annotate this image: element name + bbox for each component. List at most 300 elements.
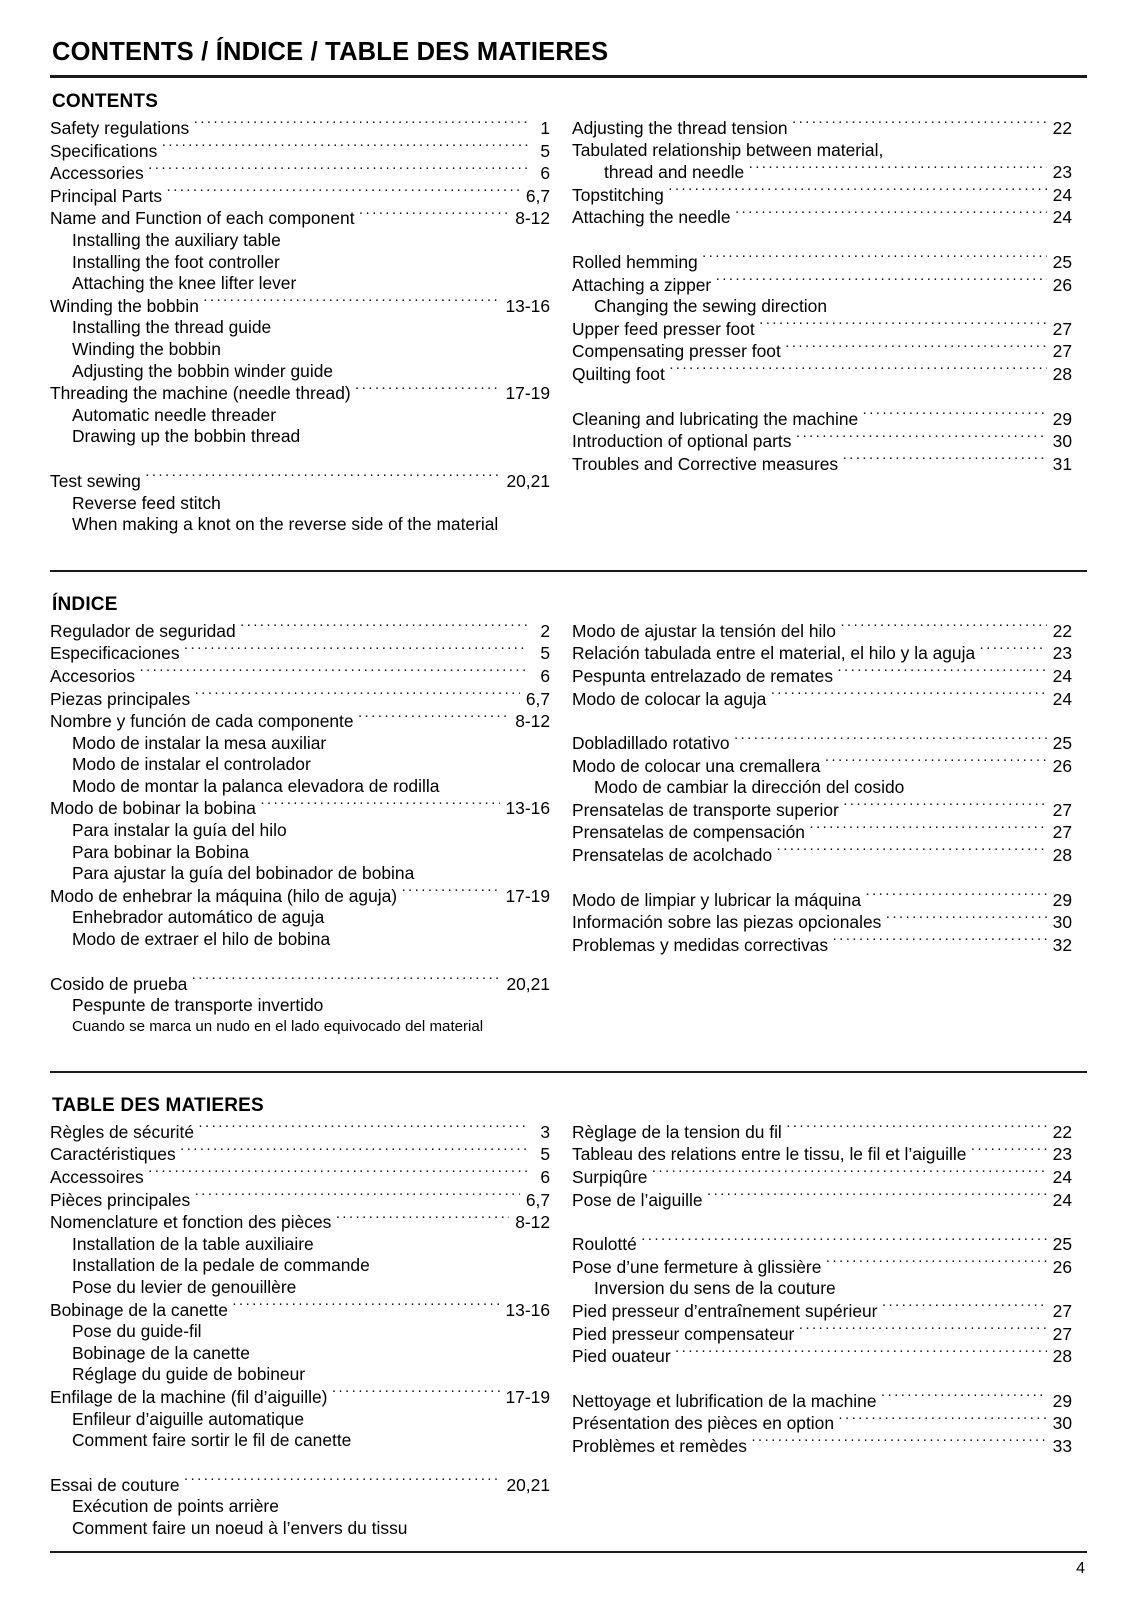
toc-entry[interactable] [50,382,550,405]
toc-entry-label: Attaching a zipper [572,274,712,295]
toc-entry[interactable] [572,665,1072,688]
toc-entry[interactable] [572,1189,1072,1212]
toc-entry[interactable] [572,620,1072,643]
toc-entry-label: Installation de la table auxiliaire [72,1233,314,1254]
toc-entry-page: 5 [540,1144,550,1165]
entry-spacer [572,1368,1072,1390]
toc-entry-label: Pespunta entrelazado de remates [572,665,834,686]
dot-leader [865,889,1047,906]
toc-entry[interactable] [50,797,550,820]
toc-entry-label: Upper feed presser foot [572,318,755,339]
dot-leader [184,1474,501,1491]
toc-entry-label: Comment faire un noeud à l’envers du tissu [72,1517,408,1538]
title-divider [50,75,1087,78]
toc-entry[interactable] [50,1321,550,1343]
toc-entry[interactable] [50,207,550,230]
toc-entry-label: Para bobinar la Bobina [72,841,249,862]
entry-spacer [572,1211,1072,1233]
toc-entry[interactable] [50,1496,550,1518]
dot-leader [840,620,1047,637]
toc-entry-page: 25 [1052,1234,1072,1255]
toc-entry[interactable] [572,117,1072,140]
toc-entry-label: Test sewing [50,470,141,491]
toc-entry[interactable] [572,1143,1072,1166]
toc-entry-label: Règles de sécurité [50,1121,195,1142]
toc-entry-page: 29 [1052,889,1072,910]
dot-leader [759,318,1047,335]
dot-leader [331,1386,499,1403]
toc-entry-page: 24 [1052,688,1072,709]
toc-entry-page: 29 [1052,1390,1072,1411]
toc-entry[interactable] [50,776,550,798]
toc-entry-page: 22 [1052,1121,1072,1142]
toc-entry-label: Winding the bobbin [50,295,199,316]
dot-leader [795,430,1046,447]
toc-entry[interactable] [50,1299,550,1322]
footer-divider [50,1551,1087,1553]
dot-leader [139,665,528,682]
section-columns [50,620,1087,1037]
toc-entry-page: 24 [1052,665,1072,686]
toc-entry[interactable] [50,273,550,295]
toc-entry-label: Tableau des relations entre le tissu, le fil et l’aiguille [572,1144,967,1165]
dot-leader [193,117,528,134]
toc-entry[interactable] [50,820,550,842]
toc-entry[interactable] [572,1278,1072,1300]
toc-entry[interactable] [50,230,550,252]
toc-entry-label: Para ajustar la guía del bobinador de bobina [72,863,415,884]
toc-entry[interactable] [50,1017,550,1037]
toc-entry[interactable] [572,1435,1072,1458]
toc-entry-page: 27 [1052,1323,1072,1344]
toc-entry[interactable] [50,185,550,208]
dot-leader [355,382,500,399]
toc-entry-label: Compensating presser foot [572,341,781,362]
toc-entry-page: 20,21 [506,1474,550,1495]
toc-entry-label: Réglage du guide de bobineur [72,1364,306,1385]
toc-entry[interactable] [50,754,550,776]
toc-entry-page: 28 [1052,363,1072,384]
dot-leader [970,1143,1046,1160]
dot-leader [669,363,1047,380]
dot-leader [184,642,528,659]
toc-entry[interactable] [572,1256,1072,1279]
dot-leader [198,1121,528,1138]
dot-leader [862,408,1046,425]
toc-entry-label: When making a knot on the reverse side of the material [72,514,499,535]
toc-column-right [572,620,1072,1037]
toc-entry-label: thread and needle [604,162,745,183]
toc-entry[interactable] [572,911,1072,934]
toc-entry[interactable] [572,408,1072,431]
toc-entry-page: 17-19 [505,1386,550,1407]
toc-entry-label: Modo de bobinar la bobina [50,798,256,819]
dot-leader [842,453,1047,470]
toc-entry-label: Prensatelas de acolchado [572,845,773,866]
dot-leader [748,161,1046,178]
toc-entry-label: Nombre y función de cada componente [50,711,354,732]
section-gap [50,536,1087,570]
toc-entry-page: 32 [1052,934,1072,955]
toc-entry-page: 5 [540,140,550,161]
toc-entry[interactable] [50,470,550,493]
toc-entry-label: Nomenclature et fonction des pièces [50,1212,332,1233]
toc-entry[interactable] [572,274,1072,297]
toc-entry-page: 24 [1052,184,1072,205]
dot-leader [885,911,1046,928]
dot-leader [809,821,1047,838]
dot-leader [776,844,1047,861]
toc-entry-label: Cleaning and lubricating the machine [572,408,859,429]
toc-entry-page: 24 [1052,1189,1072,1210]
toc-entry-label: Installation de la pedale de commande [72,1255,370,1276]
toc-entry[interactable] [50,493,550,515]
toc-entry-page: 17-19 [505,885,550,906]
toc-entry-label: Installing the foot controller [72,251,280,272]
dot-leader [786,1121,1047,1138]
dot-leader [651,1166,1046,1183]
toc-entry[interactable] [50,295,550,318]
dot-leader [203,295,500,312]
toc-entry-label: Para instalar la guía del hilo [72,820,287,841]
dot-leader [335,1211,509,1228]
toc-entry[interactable] [50,162,550,185]
toc-entry-label: Pose du guide-fil [72,1321,202,1342]
toc-entry-label: Cosido de prueba [50,973,188,994]
toc-entry-label: Adjusting the thread tension [572,118,788,139]
toc-entry-label: Pose de l’aiguille [572,1189,703,1210]
toc-entry-label: Threading the machine (needle thread) [50,383,351,404]
section-gap [50,572,1087,594]
toc-entry[interactable] [50,1343,550,1365]
toc-entry-page: 27 [1052,799,1072,820]
toc-entry[interactable] [50,1430,550,1452]
toc-entry-label: Surpiqûre [572,1167,648,1188]
toc-entry[interactable] [50,514,550,536]
toc-entry[interactable] [572,688,1072,711]
toc-entry[interactable] [572,1233,1072,1256]
toc-entry-label: Topstitching [572,184,664,205]
toc-entry-page: 8-12 [515,711,550,732]
toc-entry[interactable] [50,361,550,383]
toc-entry-page: 30 [1052,431,1072,452]
toc-entry[interactable] [572,184,1072,207]
toc-entry-label: Enfileur d’aiguille automatique [72,1408,305,1429]
dot-leader [715,274,1046,291]
dot-leader [751,1435,1047,1452]
toc-entry[interactable] [572,318,1072,341]
toc-entry[interactable] [572,642,1072,665]
toc-entry-label: Pose du levier de genouillère [72,1276,297,1297]
toc-entry[interactable] [572,430,1072,453]
toc-entry-label: Name and Function of each component [50,208,355,229]
dot-leader [359,207,510,224]
toc-entry[interactable] [50,1234,550,1256]
toc-entry-label: Modo de limpiar y lubricar la máquina [572,889,862,910]
sections-container [50,91,1087,1539]
toc-entry[interactable] [572,1345,1072,1368]
dot-leader [785,340,1047,357]
dot-leader [837,665,1047,682]
toc-entry-label: Troubles and Corrective measures [572,453,839,474]
toc-entry[interactable] [50,885,550,908]
toc-entry-label: Modo de instalar el controlador [72,754,311,775]
toc-entry-page: 23 [1052,1144,1072,1165]
toc-entry-page: 13-16 [505,1299,550,1320]
toc-entry-page: 26 [1052,274,1072,295]
toc-column-left [50,1121,550,1540]
toc-entry[interactable] [572,777,1072,799]
toc-entry[interactable] [50,405,550,427]
toc-entry[interactable] [50,140,550,163]
toc-entry-label: Drawing up the bobbin thread [72,426,301,447]
toc-entry[interactable] [572,1323,1072,1346]
toc-entry[interactable] [572,1166,1072,1189]
toc-entry[interactable] [572,934,1072,957]
toc-entry[interactable] [572,1412,1072,1435]
toc-entry-page: 20,21 [506,973,550,994]
toc-entry[interactable] [572,821,1072,844]
toc-entry[interactable] [572,1300,1072,1323]
toc-entry-page: 27 [1052,1300,1072,1321]
toc-entry-page: 28 [1052,1346,1072,1367]
dot-leader [145,470,501,487]
toc-entry-label: Modo de montar la palanca elevadora de rodilla [72,775,440,796]
toc-entry[interactable] [50,710,550,733]
toc-entry-label: Installing the thread guide [72,317,272,338]
dot-leader [148,1166,528,1183]
toc-entry-label: Winding the bobbin [72,338,221,359]
toc-entry-label: Accesorios [50,665,136,686]
dot-leader [735,206,1047,223]
toc-entry-label: Caractéristiques [50,1144,176,1165]
toc-entry[interactable] [572,755,1072,778]
page-number: 4 [1076,1560,1085,1577]
toc-entry-label: Pied presseur d’entraînement supérieur [572,1300,878,1321]
toc-entry-page: 26 [1052,1256,1072,1277]
entry-spacer [50,1452,550,1474]
toc-entry[interactable] [50,1121,550,1144]
dot-leader [832,934,1047,951]
toc-entry[interactable] [50,733,550,755]
toc-entry[interactable] [572,1390,1072,1413]
toc-entry[interactable] [50,1386,550,1409]
dot-leader [734,732,1047,749]
toc-entry-label: Accessories [50,163,144,184]
dot-leader [641,1233,1047,1250]
toc-entry-page: 26 [1052,755,1072,776]
dot-leader [180,1143,528,1160]
toc-entry-label: Roulotté [572,1234,637,1255]
dot-leader [824,755,1046,772]
toc-entry-page: 13-16 [505,295,550,316]
dot-leader [191,973,500,990]
toc-entry-label: Enhebrador automático de aguja [72,907,325,928]
toc-entry-page: 28 [1052,845,1072,866]
toc-entry[interactable] [50,426,550,448]
dot-leader [401,885,499,902]
toc-entry[interactable] [50,973,550,996]
toc-entry[interactable] [572,140,1072,162]
toc-entry-page: 23 [1052,162,1072,183]
toc-entry-page: 6 [540,163,550,184]
toc-entry[interactable] [50,1211,550,1234]
toc-entry-label: Dobladillado rotativo [572,733,730,754]
dot-leader [148,162,528,179]
entry-spacer [572,867,1072,889]
toc-entry-label: Pièces principales [50,1189,191,1210]
section-columns [50,1121,1087,1540]
toc-entry[interactable] [50,117,550,140]
toc-entry-label: Quilting foot [572,363,665,384]
toc-entry-label: Modo de enhebrar la máquina (hilo de aguja) [50,885,398,906]
toc-entry[interactable] [572,251,1072,274]
toc-entry-page: 3 [540,1121,550,1142]
toc-entry-label: Attaching the needle [572,207,731,228]
toc-entry-label: Información sobre las piezas opcionales [572,912,882,933]
toc-entry-page: 27 [1052,822,1072,843]
toc-entry-label: Modo de colocar la aguja [572,688,767,709]
toc-entry[interactable] [50,929,550,951]
toc-entry[interactable] [50,665,550,688]
toc-entry[interactable] [50,863,550,885]
dot-leader [232,1299,500,1316]
toc-entry-page: 33 [1052,1435,1072,1456]
toc-entry-label: Cuando se marca un nudo en el lado equivocado del material [72,1017,484,1035]
toc-entry[interactable] [50,1143,550,1166]
dot-leader [194,688,520,705]
toc-entry-label: Tabulated relationship between material, [572,139,884,160]
toc-entry-page: 6 [540,1167,550,1188]
toc-entry[interactable] [50,1364,550,1386]
toc-entry-page: 30 [1052,912,1072,933]
toc-entry[interactable] [572,296,1072,318]
dot-leader [668,184,1047,201]
toc-entry-page: 6,7 [525,185,550,206]
toc-entry[interactable] [572,844,1072,867]
dot-leader [881,1300,1046,1317]
toc-entry[interactable] [50,1166,550,1189]
dot-leader [770,688,1046,705]
toc-entry[interactable] [50,620,550,643]
toc-entry-label: Principal Parts [50,185,163,206]
toc-entry-page: 27 [1052,341,1072,362]
toc-entry-label: Pied ouateur [572,1346,671,1367]
toc-entry-label: Modo de colocar una cremallera [572,755,821,776]
toc-entry-label: Pied presseur compensateur [572,1323,795,1344]
entry-spacer [50,951,550,973]
toc-entry[interactable] [50,317,550,339]
toc-entry[interactable] [50,642,550,665]
toc-entry-label: Attaching the knee lifter lever [72,273,297,294]
toc-entry[interactable] [50,1409,550,1431]
toc-entry[interactable] [572,453,1072,476]
toc-entry-label: Problèmes et remèdes [572,1435,747,1456]
toc-entry-page: 5 [540,643,550,664]
toc-entry-page: 27 [1052,318,1072,339]
section-heading: CONTENTS [52,91,159,113]
toc-entry[interactable] [572,799,1072,822]
toc-entry-page: 22 [1052,620,1072,641]
toc-entry-label: Reverse feed stitch [72,492,221,513]
toc-entry-page: 24 [1052,207,1072,228]
toc-entry[interactable] [50,842,550,864]
toc-column-left [50,620,550,1037]
toc-entry-label: Specifications [50,140,158,161]
toc-entry-page: 17-19 [505,383,550,404]
toc-entry[interactable] [50,252,550,274]
toc-entry-label: Adjusting the bobbin winder guide [72,360,334,381]
dot-leader [979,642,1047,659]
toc-entry-page: 31 [1052,453,1072,474]
dot-leader [240,620,528,637]
toc-entry-label: Essai de couture [50,1474,180,1495]
entry-spacer [572,386,1072,408]
toc-column-right [572,117,1072,536]
dot-leader [675,1345,1047,1362]
toc-entry-page: 6,7 [525,688,550,709]
toc-entry[interactable] [572,1121,1072,1144]
dot-leader [798,1323,1046,1340]
dot-leader [825,1256,1046,1273]
toc-entry-page: 25 [1052,252,1072,273]
toc-entry[interactable] [572,363,1072,386]
page-title: CONTENTS / ÍNDICE / TABLE DES MATIERES [52,38,609,66]
toc-entry[interactable] [572,732,1072,755]
toc-entry[interactable] [50,995,550,1017]
dot-leader [166,185,520,202]
toc-entry-label: Bobinage de la canette [72,1342,250,1363]
toc-entry-label: Accessoires [50,1167,144,1188]
toc-entry-page: 29 [1052,408,1072,429]
toc-entry-label: Especificaciones [50,643,180,664]
toc-entry[interactable] [50,1277,550,1299]
toc-entry[interactable] [50,1255,550,1277]
toc-entry-page: 30 [1052,1413,1072,1434]
toc-entry[interactable] [572,889,1072,912]
entry-spacer [572,229,1072,251]
toc-entry-label: Bobinage de la canette [50,1299,228,1320]
entry-spacer [572,710,1072,732]
toc-entry-label: Changing the sewing direction [594,296,827,317]
toc-entry-label: Pespunte de transporte invertido [72,995,324,1016]
toc-entry[interactable] [572,206,1072,229]
toc-entry-label: Problemas y medidas correctivas [572,934,829,955]
toc-entry[interactable] [50,1189,550,1212]
toc-entry[interactable] [50,1474,550,1497]
toc-entry[interactable] [50,688,550,711]
toc-entry[interactable] [50,907,550,929]
toc-entry-page: 25 [1052,733,1072,754]
toc-entry-label: Prensatelas de compensación [572,822,805,843]
toc-entry-label: Introduction of optional parts [572,431,792,452]
toc-entry-page: 8-12 [515,1212,550,1233]
toc-entry-label: Modo de ajustar la tensión del hilo [572,620,836,641]
dot-leader [792,117,1047,134]
dot-leader [843,799,1047,816]
toc-entry-label: Relación tabulada entre el material, el hilo y la aguja [572,643,976,664]
toc-entry-label: Automatic needle threader [72,404,276,425]
toc-entry[interactable] [572,340,1072,363]
toc-entry[interactable] [50,339,550,361]
section-gap [50,1073,1087,1095]
toc-entry-label: Comment faire sortir le fil de canette [72,1430,352,1451]
toc-entry[interactable] [572,161,1072,184]
toc-entry-label: Rolled hemming [572,252,698,273]
toc-entry-page: 22 [1052,118,1072,139]
toc-entry[interactable] [50,1518,550,1540]
page-footer [50,1551,1087,1578]
